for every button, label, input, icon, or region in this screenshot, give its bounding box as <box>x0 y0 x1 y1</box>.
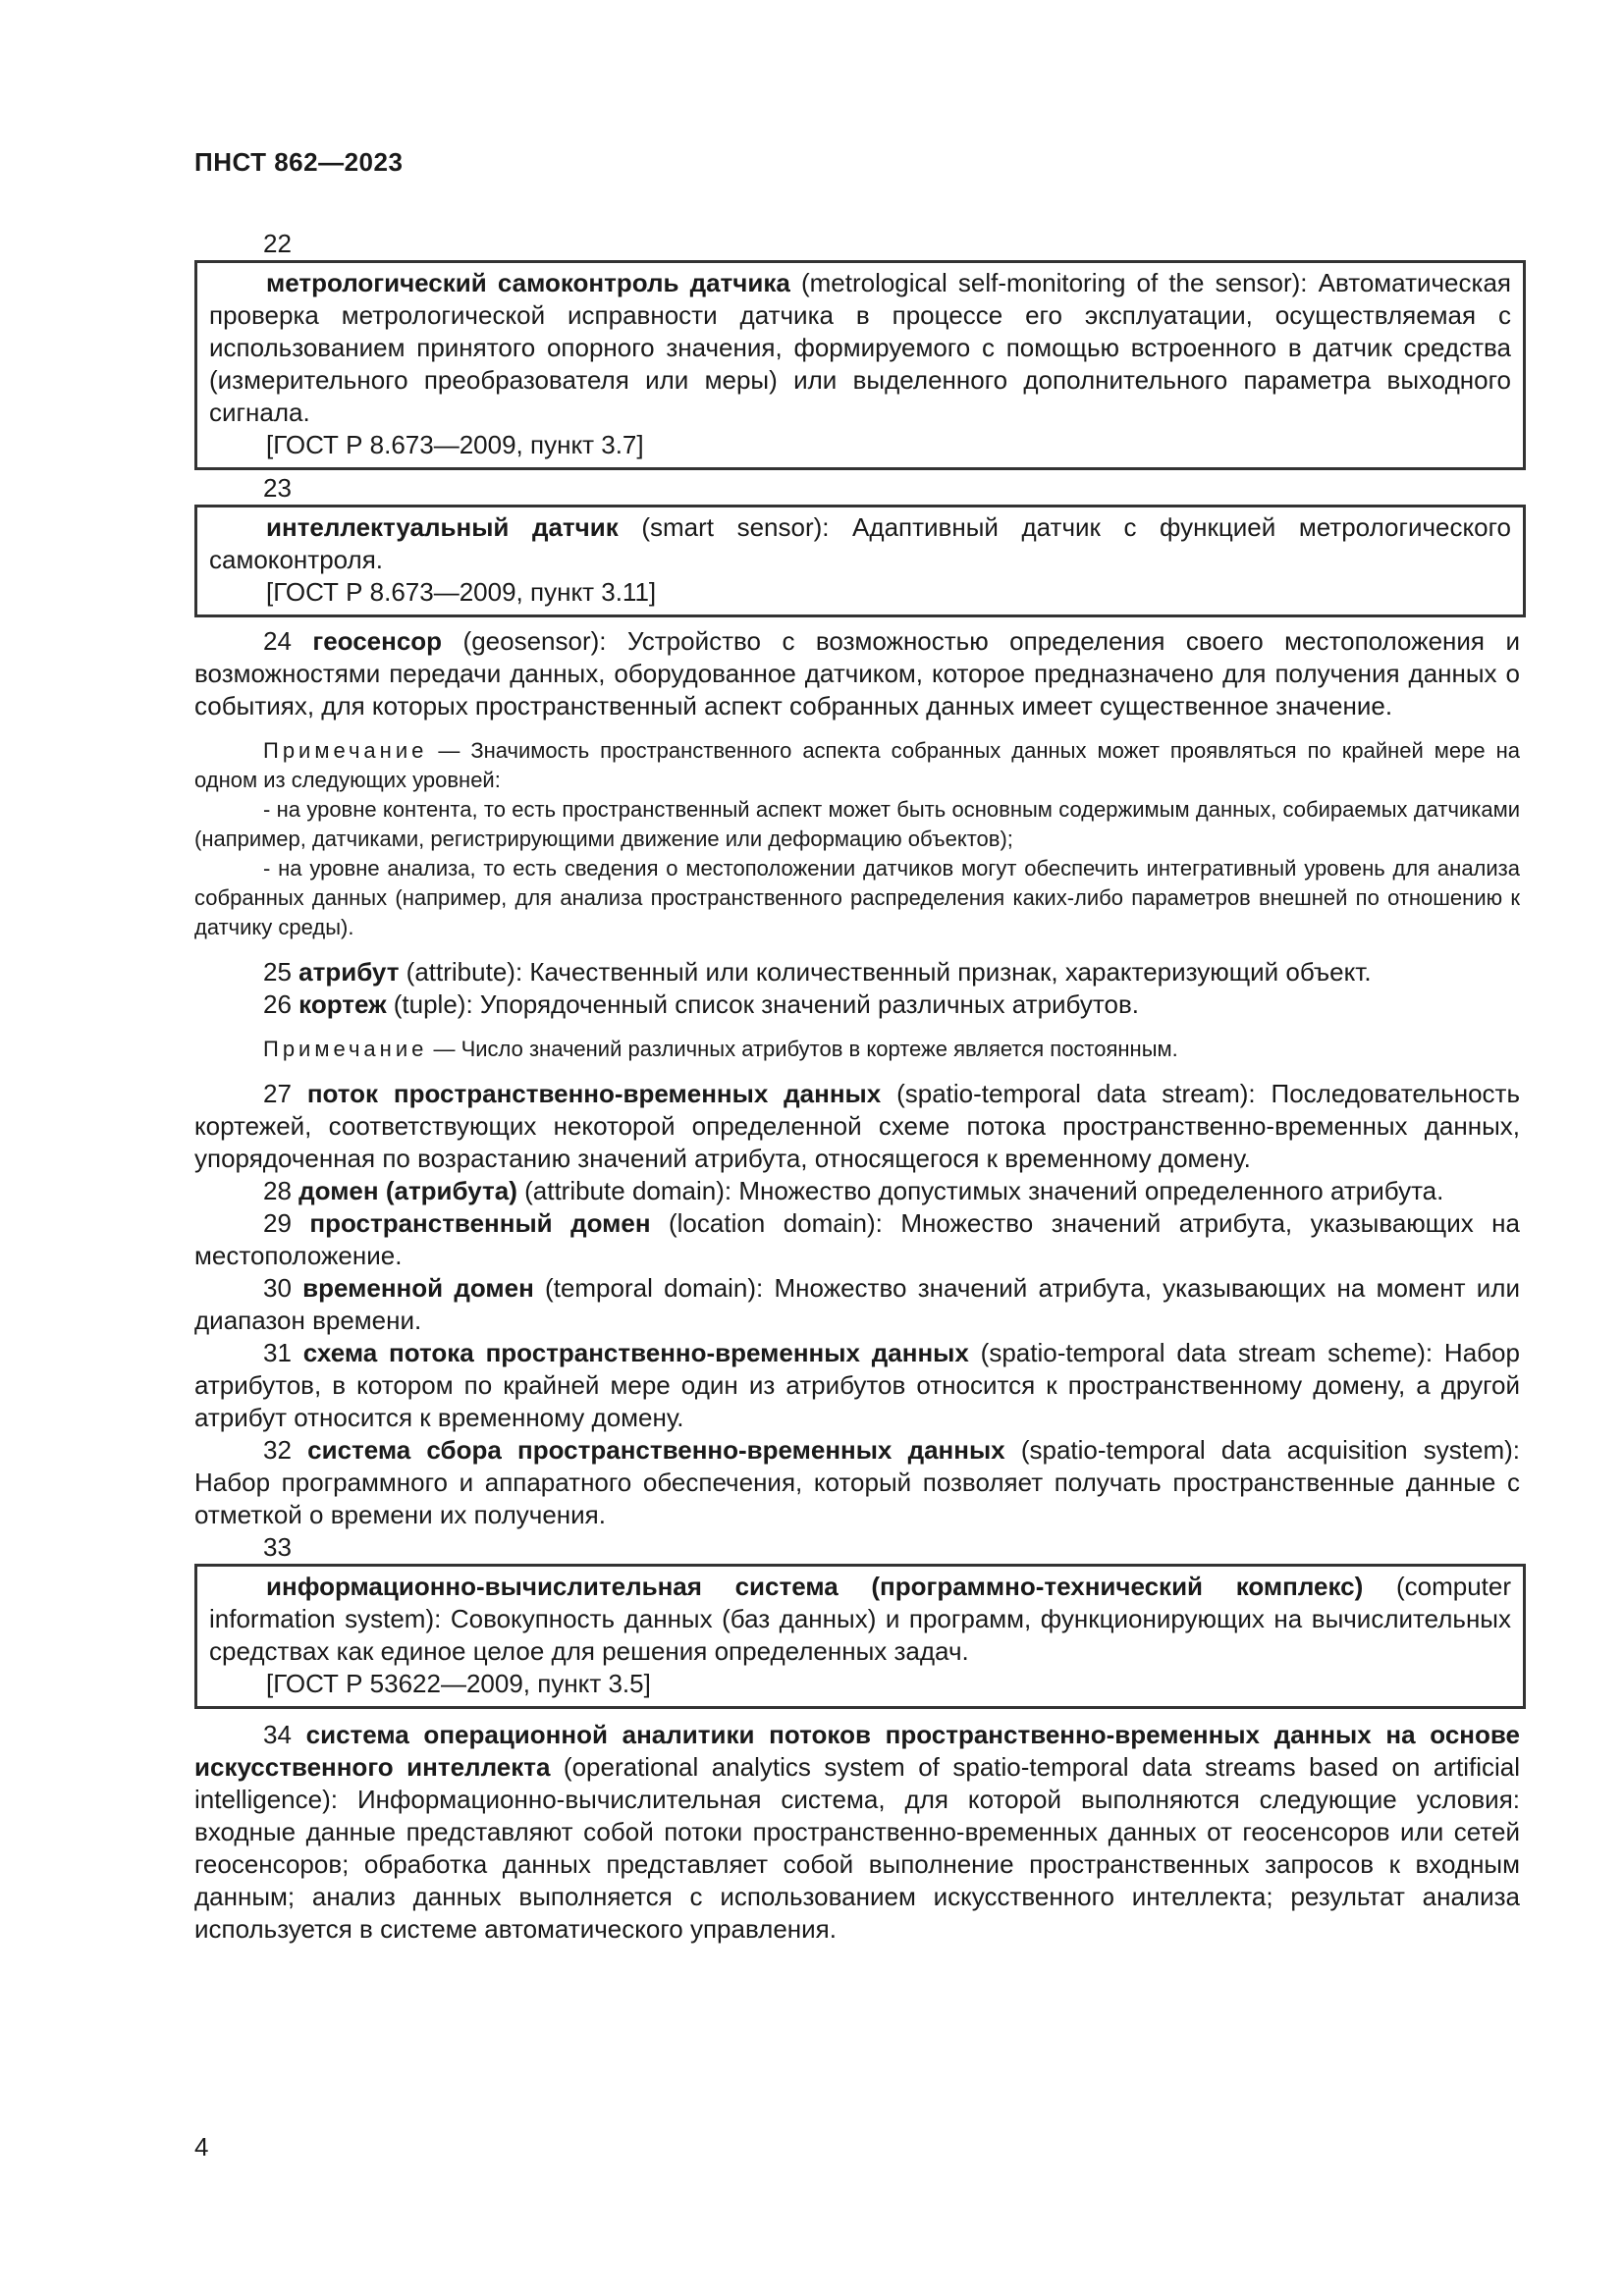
term-26-title: кортеж <box>298 989 387 1019</box>
term-number-22: 22 <box>263 229 292 258</box>
term-22-title: метрологический самоконтроль датчика <box>266 268 790 297</box>
term-27: 27 поток пространственно-временных данных (spatio-temporal data stream): Последовательность кортежей, соответствующих некоторой определенной схеме потока пространственно-временных данных, упорядоченная по возрастанию значений атрибута, относящегося к временному домену. <box>194 1079 1520 1173</box>
term-22-source: [ГОСТ Р 8.673—2009, пункт 3.7] <box>266 430 644 459</box>
term-25-title: атрибут <box>298 957 400 987</box>
term-26-note: Примечание — Число значений различных атрибутов в кортеже является постоянным. <box>263 1037 1178 1061</box>
term-33-text: (computer information system): Совокупность данных (баз данных) и программ, функционирующих на вычислительных средствах как единое целое для решения определенных задач. <box>209 1572 1511 1666</box>
term-32-title: система сбора пространственно-временных данных <box>307 1435 1005 1465</box>
term-number-33: 33 <box>263 1532 292 1562</box>
term-box-33 <box>194 1564 1526 1709</box>
term-24: 24 геосенсор (geosensor): Устройство с возможностью определения своего местоположения и возможностями передачи данных, оборудованное датчиком, которое предназначено для получения данных о событиях, для которых пространственный аспект собранных данных имеет существенное значение. <box>194 626 1520 721</box>
term-23 <box>209 511 1511 576</box>
term-23-text: (smart sensor): Адаптивный датчик с функцией метрологического самоконтроля. <box>209 512 1512 574</box>
term-24-text: (geosensor): Устройство с возможностью определения своего местоположения и возможностями передачи данных, оборудованное датчиком, которое предназначено для получения данных о событиях, для которых пространственный аспект собранных данных имеет существенное значение. <box>194 626 1520 721</box>
term-24-title: геосенсор <box>312 626 443 656</box>
page-number: 4 <box>194 2132 209 2162</box>
term-27-title: поток пространственно-временных данных <box>306 1079 882 1108</box>
term-23-source: [ГОСТ Р 8.673—2009, пункт 3.11] <box>266 577 657 607</box>
term-34-title: система операционной аналитики потоков пространственно-временных данных на основе искусственного интеллекта <box>194 1720 1520 1782</box>
term-28: 28 домен (атрибута) (attribute domain): Множество допустимых значений определенного атрибута. <box>263 1176 1444 1205</box>
term-25: 25 атрибут (attribute): Качественный или количественный признак, характеризующий объект. <box>263 957 1372 987</box>
term-34: 34 система операционной аналитики потоков пространственно-временных данных на основе искусственного интеллекта (operational analytics system of spatio-temporal data streams based on artificial intelligence): Информационно-вычислительная система, для которой выполняются следующие условия: входные данные представляют собой потоки пространственно-временных данных от геосенсоров или сетей геосенсоров; обработка данных представляет собой выполнение пространственных запросов к входным данным; анализ данных выполняется с использованием искусственного интеллекта; результат анализа используется в системе автоматического управления. <box>194 1720 1520 1944</box>
term-28-title: домен (атрибута) <box>298 1176 517 1205</box>
term-box-23 <box>194 505 1526 617</box>
term-29: 29 пространственный домен (location domain): Множество значений атрибута, указывающих на местоположение. <box>194 1208 1520 1270</box>
note-label: Примечание <box>263 1037 428 1061</box>
term-30-title: временной домен <box>302 1273 534 1303</box>
term-number-23: 23 <box>263 473 292 503</box>
document-header: ПНСТ 862—2023 <box>194 147 404 177</box>
term-box-22 <box>194 260 1526 470</box>
term-32: 32 система сбора пространственно-временных данных (spatio-temporal data acquisition system): Набор программного и аппаратного обеспечения, который позволяет получать пространственные данные с отметкой о времени их получения. <box>194 1435 1520 1529</box>
page-body <box>194 228 1520 1946</box>
term-33-title: информационно-вычислительная система (программно-технический комплекс) <box>266 1572 1364 1601</box>
term-22 <box>209 267 1511 429</box>
term-31-title: схема потока пространственно-временных данных <box>302 1338 969 1367</box>
term-31: 31 схема потока пространственно-временных данных (spatio-temporal data stream scheme): Набор атрибутов, в котором по крайней мере один из атрибутов относится к пространственному домену, а другой атрибут относится к временному домену. <box>194 1338 1520 1432</box>
term-24-note-item-1: - на уровне контента, то есть пространственный аспект может быть основным содержимым данных, собираемых датчиками (например, датчиками, регистрирующими движение или деформацию объектов); <box>194 797 1520 851</box>
term-24-note-item-2: - на уровне анализа, то есть сведения о местоположении датчиков могут обеспечить интегративный уровень для анализа собранных данных (например, для анализа пространственного распределения каких-либо параметров внешней по отношению к датчику среды). <box>194 856 1520 939</box>
term-33-source: [ГОСТ Р 53622—2009, пункт 3.5] <box>266 1669 651 1698</box>
term-33 <box>209 1571 1511 1668</box>
term-24-note: Примечание — Значимость пространственного аспекта собранных данных может проявляться по крайней мере на одном из следующих уровней: <box>194 738 1520 792</box>
term-22-text: (metrological self-monitoring of the sensor): Автоматическая проверка метрологической исправности датчика в процессе его эксплуатации, осуществляемая с использованием принятого опорного значения, формируемого с помощью встроенного в датчик средства (измерительного преобразователя или меры) или выделенного дополнительного параметра выходного сигнала. <box>209 268 1511 427</box>
term-29-title: пространственный домен <box>309 1208 651 1238</box>
term-30: 30 временной домен (temporal domain): Множество значений атрибута, указывающих на момент или диапазон времени. <box>194 1273 1520 1335</box>
term-23-title: интеллектуальный датчик <box>266 512 619 542</box>
note-label: Примечание <box>263 738 428 763</box>
term-26: 26 кортеж (tuple): Упорядоченный список значений различных атрибутов. <box>263 989 1139 1019</box>
